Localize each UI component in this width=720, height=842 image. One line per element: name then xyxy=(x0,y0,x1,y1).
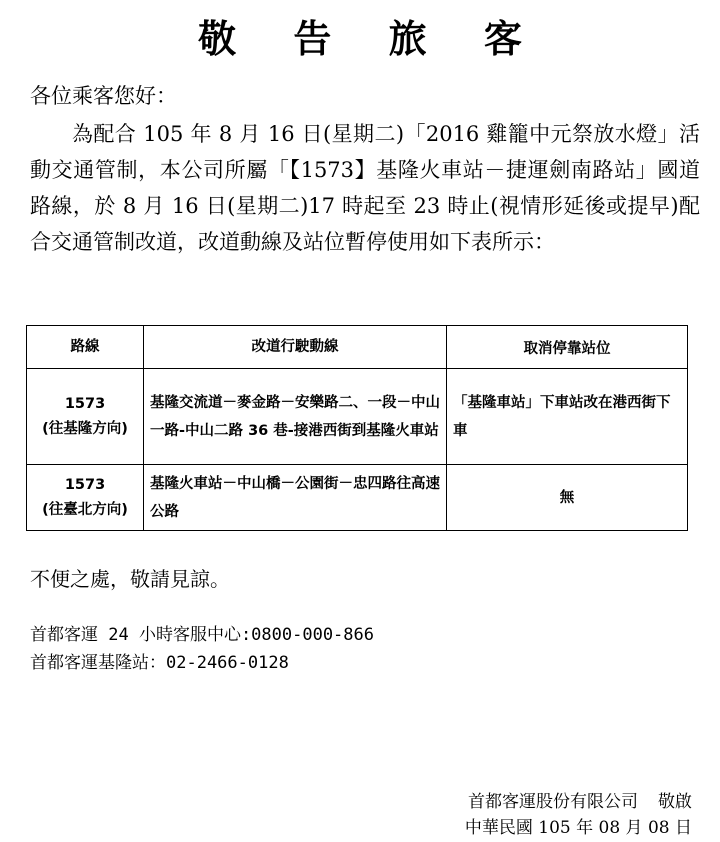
closing-text: 敬啟 xyxy=(658,792,692,812)
notice-date: 中華民國 105 年 08 月 08 日 xyxy=(464,818,692,838)
route-direction: (往基隆方向) xyxy=(42,420,128,437)
route-cell xyxy=(27,369,144,465)
table-header-row xyxy=(27,326,688,369)
table-row xyxy=(27,465,688,531)
notice-paragraph: 為配合 105 年 8 月 16 日(星期二)「2016 雞籠中元祭放水燈」活動交通管制，本公司所屬「【1573】基隆火車站－捷運劍南路站」國道路線，於 8 月 16 日(星期二)17 時起至 23 時止(視情形延後或提早)配合交通管制改道，改道動線及站位暫停使用如下表所示： xyxy=(30,122,700,254)
contact-station: 首都客運基隆站：02-2466-0128 xyxy=(30,653,289,673)
detour-table xyxy=(26,325,688,531)
company-name: 首都客運股份有限公司 xyxy=(468,792,638,812)
contact-hotline: 首都客運 24 小時客服中心:0800-000-866 xyxy=(30,625,374,645)
path-cell: 基隆交流道－麥金路－安樂路二、一段－中山一路-中山二路 36 巷-接港西街到基隆火車站 xyxy=(144,369,447,465)
header-stop: 取消停靠站位 xyxy=(447,326,688,369)
route-cell xyxy=(27,465,144,531)
notice-title: 敬 告 旅 客 xyxy=(198,17,544,61)
stop-cell: 「基隆車站」下車站改在港西街下車 xyxy=(447,369,688,465)
route-direction: (往臺北方向) xyxy=(42,501,128,518)
apology-text: 不便之處，敬請見諒。 xyxy=(30,567,230,591)
greeting: 各位乘客您好： xyxy=(30,84,177,108)
table-row xyxy=(27,369,688,465)
stop-cell: 無 xyxy=(447,465,688,531)
header-path: 改道行駛動線 xyxy=(144,326,447,369)
path-cell: 基隆火車站－中山橋－公園街－忠四路往高速公路 xyxy=(144,465,447,531)
signature-line xyxy=(468,787,692,812)
route-number: 1573 xyxy=(64,476,106,493)
header-route: 路線 xyxy=(27,326,144,369)
route-number: 1573 xyxy=(64,395,106,412)
